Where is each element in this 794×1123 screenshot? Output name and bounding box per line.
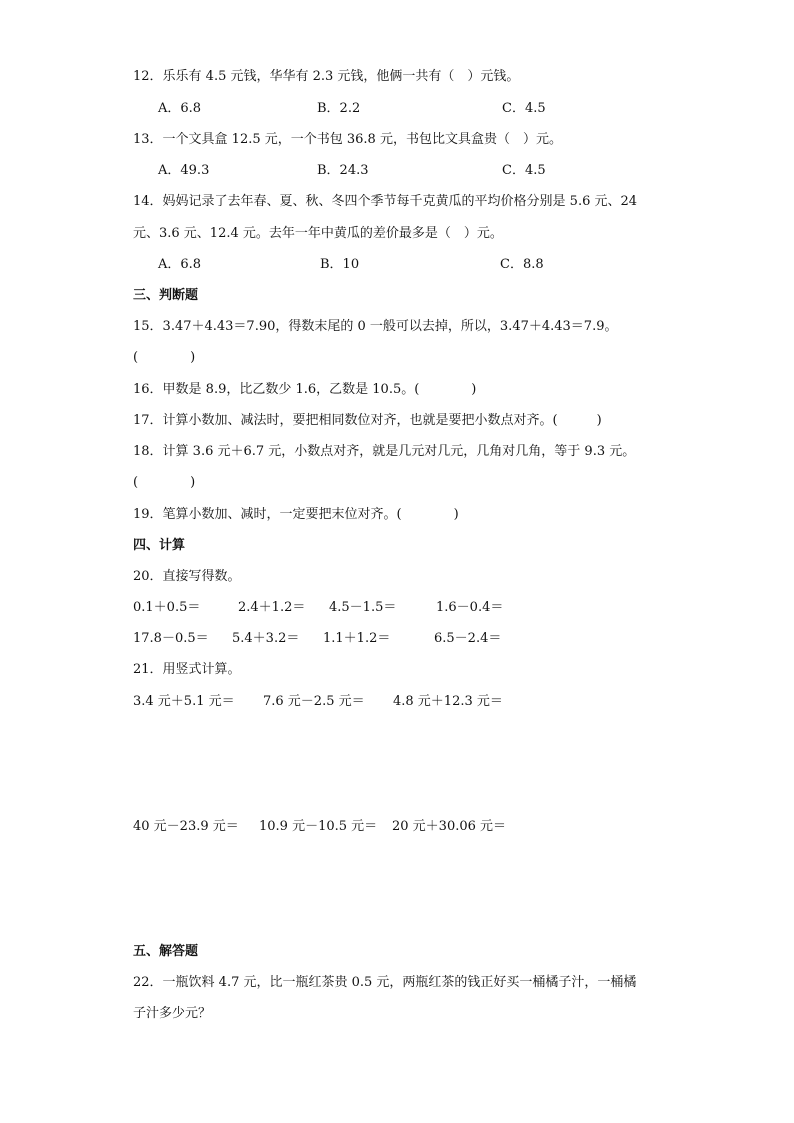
question-13-stem: 13．一个文具盒 12.5 元，一个书包 36.8 元，书包比文具盒贵（ ）元。 [133,132,562,147]
q21-expression: 10.9 元－10.5 元＝ [259,819,378,834]
question-13-option-a: A．49.3 [158,163,210,178]
question-12-option-c: C．4.5 [502,101,546,116]
section-heading-word-problems: 五、解答题 [133,944,199,959]
q21-expression: 40 元－23.9 元＝ [133,819,239,834]
q20-expression: 6.5－2.4＝ [434,631,502,646]
q20-expression: 4.5－1.5＝ [329,600,397,615]
question-14-option-b: B．10 [320,257,360,272]
section-heading-calculation: 四、计算 [133,538,186,553]
q21-expression: 20 元＋30.06 元＝ [392,819,507,834]
q21-expression: 3.4 元＋5.1 元＝ [133,694,235,709]
q20-expression: 1.6－0.4＝ [436,600,504,615]
question-18-answer-brackets: ( ) [133,475,196,490]
question-19: 19．笔算小数加、减时，一定要把末位对齐。( ) [133,507,459,522]
question-14-stem-line2: 元、3.6 元、12.4 元。去年一年中黄瓜的差价最多是（ ）元。 [133,226,503,241]
question-12-stem: 12．乐乐有 4.5 元钱，华华有 2.3 元钱，他俩一共有（ ）元钱。 [133,69,520,84]
question-14-option-c: C．8.8 [500,257,544,272]
question-20-title: 20．直接写得数。 [133,569,241,584]
question-18-line1: 18．计算 3.6 元＋6.7 元，小数点对齐，就是几元对几元，几角对几角，等于 9.3 元。 [133,444,636,459]
question-14-stem-line1: 14．妈妈记录了去年春、夏、秋、冬四个季节每千克黄瓜的平均价格分别是 5.6 元、24 [133,194,638,209]
section-heading-judgement: 三、判断题 [133,288,199,303]
question-15-answer-brackets: ( ) [133,350,196,365]
q21-expression: 7.6 元－2.5 元＝ [263,694,365,709]
question-12-option-a: A．6.8 [158,101,202,116]
question-13-option-b: B．24.3 [317,163,369,178]
q21-expression: 4.8 元＋12.3 元＝ [393,694,503,709]
q20-expression: 1.1＋1.2＝ [323,631,391,646]
q20-expression: 5.4＋3.2＝ [232,631,300,646]
question-14-option-a: A．6.8 [158,257,202,272]
q20-expression: 17.8－0.5＝ [133,631,209,646]
question-22-line2: 子汁多少元？ [133,1006,212,1021]
q20-expression: 0.1＋0.5＝ [133,600,201,615]
question-22-line1: 22．一瓶饮料 4.7 元，比一瓶红茶贵 0.5 元，两瓶红茶的钱正好买一桶橘子汁，一桶橘 [133,975,637,990]
question-15-line1: 15．3.47＋4.43＝7.90，得数末尾的 0 一般可以去掉，所以，3.47＋4.43＝7.9。 [133,319,618,334]
question-17: 17．计算小数加、减法时，要把相同数位对齐，也就是要把小数点对齐。( ) [133,413,602,428]
question-13-option-c: C．4.5 [502,163,546,178]
question-16: 16．甲数是 8.9，比乙数少 1.6，乙数是 10.5。( ) [133,382,477,397]
question-21-title: 21．用竖式计算。 [133,662,241,677]
q20-expression: 2.4＋1.2＝ [238,600,306,615]
question-12-option-b: B．2.2 [317,101,361,116]
